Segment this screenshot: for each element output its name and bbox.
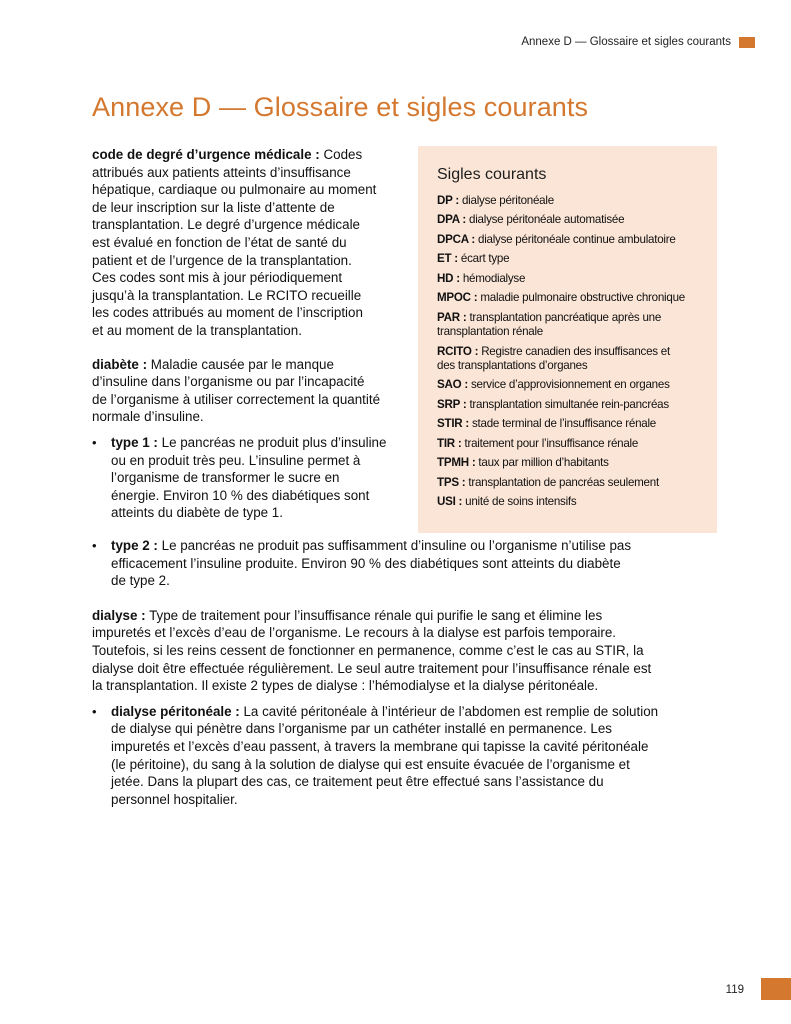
acronym-abbr: TPS : [437, 475, 466, 489]
page-title: Annexe D — Glossaire et sigles courants [92, 92, 589, 122]
acronym-entry [437, 272, 699, 286]
running-header-title: Annexe D — Glossaire et sigles courants [521, 36, 731, 48]
term-code-urgence: code de degré d’urgence médicale : [92, 147, 320, 162]
acronym-entry [437, 398, 699, 412]
acronyms-list [437, 194, 699, 510]
acronym-definition: Registre canadien des insuffisances et [481, 344, 670, 358]
acronym-abbr: TPMH : [437, 456, 476, 470]
acronym-definition: maladie pulmonaire obstructive chronique [480, 291, 685, 305]
page-number: 119 [725, 984, 744, 996]
acronym-definition: transplantation pancréatique après une [469, 310, 662, 324]
acronym-abbr: ET : [437, 252, 458, 266]
acronym-entry [437, 417, 699, 431]
acronym-entry [437, 213, 699, 227]
acronym-abbr: RCITO : [437, 344, 479, 358]
diabete-types-list [92, 434, 412, 522]
term-dialyse-peritoneale: dialyse péritonéale : [111, 703, 240, 719]
term-diabete: diabète : [92, 356, 148, 372]
acronym-definition: dialyse péritonéale [461, 194, 554, 207]
acronym-definition: taux par million d’habitants [478, 456, 609, 470]
acronym-abbr: PAR : [437, 310, 467, 324]
entry-code-urgence: code de degré d’urgence médicale : Codes attribués aux patients atteints d’insuffisance hépatique, cardiaque ou pulmonaire au moment de leur inscription sur la liste d’attente de transplantation. Le degré d’urgence médicale est évalué en fonction de l’état de santé du patient et de l’urgence de la transplantation. Ces codes sont mis à jour périodiquement jusqu’à la transplantation. Le RCITO recueille les codes attribués au moment de l’inscription et au moment de la transplantation. [92, 147, 377, 338]
acronym-entry [437, 233, 699, 247]
acronym-entry [437, 495, 699, 509]
acronym-definition: hémodialyse [462, 271, 526, 285]
acronym-definition: transplantation rénale [437, 325, 544, 339]
list-item-dialyse-peritoneale: • dialyse péritonéale : La cavité péritonéale à l’intérieur de l’abdomen est remplie de solution de dialyse qui pénètre dans l’organisme par un cathéter installé en permanence. Les impuretés et l’excès d’eau passent, à travers la membrane qui tapisse la cavité péritonéale (le péritoine), du sang à la solution de dialyse qui est ensuite évacuée de l’organisme et jetée. Dans la plupart des cas, ce traitement peut être effectué sans l’assistance du personnel hospitalier. [92, 703, 702, 809]
acronym-abbr: USI : [437, 495, 463, 509]
acronym-entry [437, 437, 699, 451]
acronym-entry [437, 476, 699, 490]
acronyms-sidebar [418, 146, 717, 533]
glossary-full-width [92, 537, 702, 808]
acronym-definition: transplantation simultanée rein-pancréas [469, 397, 669, 411]
term-type2: type 2 : [111, 538, 158, 553]
diabete-type2-list [92, 537, 702, 590]
entry-diabete: diabète : Maladie causée par le manque d’insuline dans l’organisme ou par l’incapacité de l’organisme à utiliser correctement la quantité normale d’insuline. [92, 356, 381, 425]
acronym-definition: dialyse péritonéale continue ambulatoire [478, 232, 676, 246]
term-type1: type 1 : [111, 434, 158, 450]
acronym-entry [437, 456, 699, 470]
entry-dialyse: dialyse : Type de traitement pour l’insuffisance rénale qui purifie le sang et élimine les impuretés et l’excès d’eau de l’organisme. Le recours à la dialyse est parfois temporaire. Toutefois, si les reins cessent de fonctionner en permanence, comme c’est le cas au STIR, la dialyse doit être effectuée régulièrement. Le seul autre traitement pour l’insuffisance rénale est la transplantation. Il existe 2 types de dialyse : l’hémodialyse et la dialyse péritonéale. [92, 607, 652, 694]
acronym-entry [437, 252, 699, 266]
acronym-abbr: MPOC : [437, 291, 478, 305]
acronym-abbr: DPCA : [437, 232, 476, 246]
acronym-entry [437, 291, 699, 305]
list-item-type2: • type 2 : Le pancréas ne produit pas suffisamment d’insuline ou l’organisme n’utilise pas efficacement l’insuline produite. Environ 90 % des diabétiques sont atteints du diabète de type 2. [92, 537, 702, 590]
running-header [521, 36, 755, 48]
acronym-definition: traitement pour l’insuffisance rénale [464, 436, 639, 450]
acronym-entry [437, 378, 699, 392]
acronym-abbr: SRP : [437, 397, 467, 411]
acronym-abbr: DPA : [437, 213, 467, 227]
acronym-definition: stade terminal de l’insuffisance rénale [471, 417, 657, 431]
acronym-abbr: SAO : [437, 378, 468, 392]
header-accent-square [739, 37, 755, 48]
acronym-abbr: STIR : [437, 417, 469, 431]
list-item-type1: • type 1 : Le pancréas ne produit plus d’insuline ou en produit très peu. L’insuline permet à l’organisme de transformer le sucre en énergie. Environ 10 % des diabétiques sont atteints du diabète de type 1. [92, 434, 412, 522]
acronym-definition: service d’approvisionnement en organes [470, 378, 670, 392]
acronym-entry [437, 345, 699, 374]
acronym-entry [437, 311, 699, 340]
acronym-abbr: TIR : [437, 436, 462, 450]
acronym-abbr: DP : [437, 194, 459, 207]
acronym-definition: unité de soins intensifs [465, 495, 577, 509]
acronym-abbr: HD : [437, 271, 460, 285]
term-dialyse: dialyse : [92, 607, 146, 623]
acronym-entry [437, 194, 699, 208]
dialyse-types-list [92, 703, 702, 809]
acronym-definition: écart type [460, 252, 510, 266]
acronym-definition: dialyse péritonéale automatisée [469, 213, 625, 227]
glossary-left-column [92, 146, 412, 522]
acronym-definition: des transplantations d’organes [437, 358, 588, 372]
sidebar-title: Sigles courants [437, 166, 547, 183]
acronym-definition: transplantation de pancréas seulement [468, 475, 659, 489]
page-corner-accent [761, 978, 791, 1000]
